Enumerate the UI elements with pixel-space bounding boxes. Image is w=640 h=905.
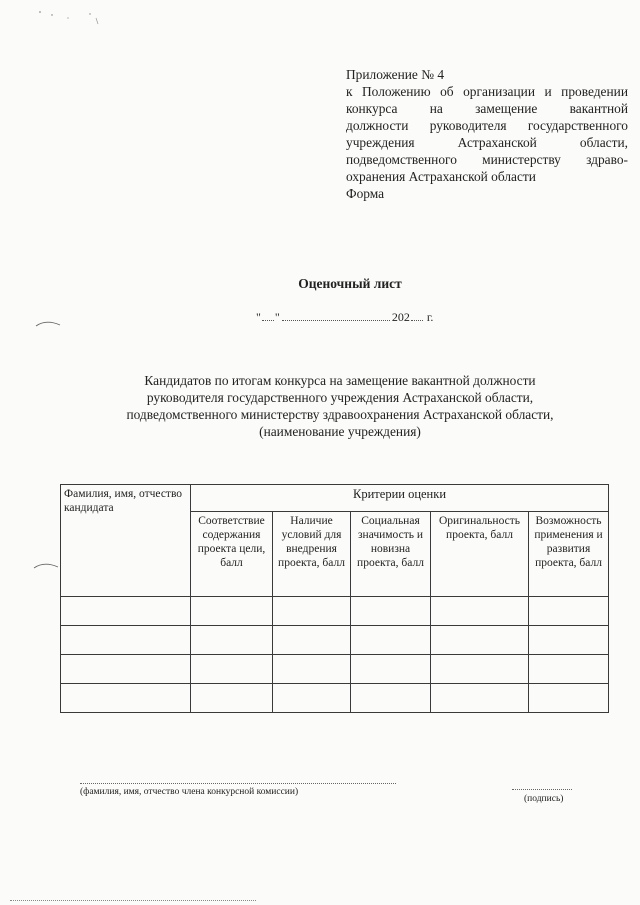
bottom-divider (10, 900, 256, 901)
date-quote-close: " (274, 310, 280, 324)
appendix-line: должности руководителя государственного (346, 118, 628, 133)
table-cell (529, 597, 609, 626)
year-blank (411, 310, 423, 321)
appendix-line: Форма (346, 186, 385, 201)
table-cell (351, 655, 431, 684)
table-row (61, 626, 609, 655)
date-line (256, 310, 433, 325)
table-cell (191, 626, 273, 655)
table-cell (273, 597, 351, 626)
table-cell (351, 597, 431, 626)
intro-line: руководителя государственного учреждения Астраханской области, (146, 390, 534, 405)
signature-line (512, 789, 572, 790)
table-cell (431, 626, 529, 655)
appendix-line: к Положению об организации и проведении (346, 84, 628, 99)
member-name-line (80, 783, 396, 784)
table-cell (61, 684, 191, 713)
table-cell (191, 597, 273, 626)
signature-caption: (подпись) (524, 794, 564, 804)
table-header-row (61, 485, 609, 512)
scan-speckles (30, 6, 110, 30)
candidate-name-header: Фамилия, имя, отчество кандидата (61, 485, 191, 597)
appendix-line: учреждения Астраханской области, (346, 135, 628, 150)
criteria-header: Критерии оценки (191, 485, 609, 512)
criterion-header: Возможность применения и развития проекта, балл (529, 512, 609, 597)
criterion-header: Соответствие содержания проекта цели, балл (191, 512, 273, 597)
criterion-header: Оригинальность проекта, балл (431, 512, 529, 597)
evaluation-table (60, 484, 609, 713)
table-cell (273, 626, 351, 655)
intro-line: подведомственного министерству здравоохранения Астраханской области, (126, 407, 554, 422)
table-cell (431, 597, 529, 626)
margin-mark (32, 560, 62, 572)
table-cell (529, 626, 609, 655)
appendix-block (346, 66, 628, 202)
intro-line: Кандидатов по итогам конкурса на замещение вакантной должности (144, 373, 536, 388)
table-row (61, 655, 609, 684)
year-suffix: г. (426, 310, 434, 324)
margin-mark (34, 318, 64, 330)
member-name-caption: (фамилия, имя, отчество члена конкурсной комиссии) (80, 787, 299, 797)
table-cell (351, 684, 431, 713)
table-cell (191, 655, 273, 684)
table-cell (351, 626, 431, 655)
table-row (61, 597, 609, 626)
table-cell (273, 655, 351, 684)
table-cell (61, 597, 191, 626)
document-title: Оценочный лист (298, 276, 402, 291)
table-cell (431, 684, 529, 713)
date-quote-open: " (256, 310, 261, 324)
appendix-line: подведомственного министерству здраво- (346, 152, 628, 167)
intro-paragraph (100, 372, 580, 440)
criterion-header: Наличие условий для внедрения проекта, балл (273, 512, 351, 597)
table-cell (61, 626, 191, 655)
year-prefix: 202 (391, 310, 410, 324)
table-row (61, 684, 609, 713)
table-cell (431, 655, 529, 684)
table-cell (61, 655, 191, 684)
month-blank (282, 310, 390, 321)
appendix-line: Приложение № 4 (346, 67, 445, 82)
appendix-line: конкурса на замещение вакантной (346, 101, 628, 116)
table-cell (191, 684, 273, 713)
table-cell (529, 655, 609, 684)
appendix-line: охранения Астраханской области (346, 169, 536, 184)
day-blank (262, 310, 274, 321)
table-cell (529, 684, 609, 713)
institution-name-caption: (наименование учреждения) (259, 424, 421, 439)
table-cell (273, 684, 351, 713)
criterion-header: Социальная значимость и новизна проекта, балл (351, 512, 431, 597)
